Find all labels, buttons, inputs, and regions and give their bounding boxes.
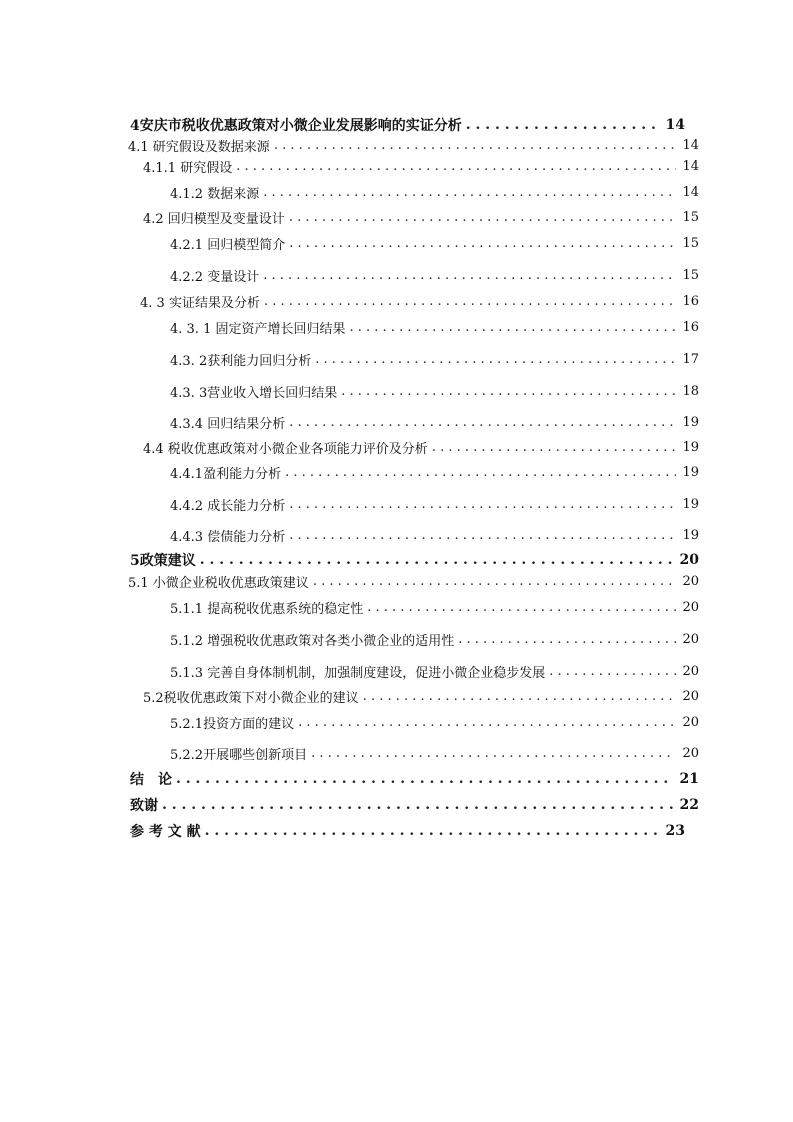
toc-entry-4-2-2[interactable]	[170, 264, 699, 286]
dot-leader	[263, 185, 676, 200]
toc-entry-page: 20	[682, 745, 699, 761]
toc-entry-page: 15	[682, 267, 699, 283]
dot-leader	[341, 384, 676, 399]
toc-entry-4-2-1[interactable]	[170, 232, 699, 254]
toc-entry-5-2[interactable]	[143, 685, 699, 707]
dot-leader	[263, 268, 676, 283]
toc-entry-page: 20	[682, 688, 699, 704]
dot-leader	[176, 771, 674, 787]
toc-entry-page: 15	[682, 235, 699, 251]
toc-entry-title: 致谢	[130, 798, 158, 814]
toc-entry-title: 4.3. 3营业收入增长回归结果	[170, 385, 338, 401]
dot-leader	[205, 823, 660, 839]
toc-entry-title: 4. 3 实证结果及分析	[140, 295, 260, 311]
toc-entry-page: 22	[679, 797, 699, 813]
toc-entry-title: 5.2.2开展哪些创新项目	[170, 747, 308, 763]
toc-entry-title: 4.1.2 数据来源	[170, 186, 260, 202]
dot-leader	[162, 797, 674, 813]
toc-entry-4-2[interactable]	[143, 206, 699, 228]
toc-entry-page: 14	[682, 158, 699, 174]
dot-leader	[313, 574, 677, 589]
toc-entry-title: 4.3. 2获利能力回归分析	[170, 353, 312, 369]
toc-entry-chapter-4[interactable]	[130, 114, 685, 136]
dot-leader	[274, 138, 677, 153]
dot-leader	[298, 715, 676, 730]
toc-entry-5-1-2[interactable]	[170, 628, 699, 650]
toc-entry-page: 20	[682, 631, 699, 647]
toc-entry-5-2-2[interactable]	[170, 742, 699, 764]
toc-entry-title: 参 考 文 献	[130, 824, 201, 840]
toc-entry-title: 5.1.2 增强税收优惠政策对各类小微企业的适用性	[170, 633, 455, 649]
dot-leader	[289, 236, 676, 251]
dot-leader	[200, 552, 674, 568]
dot-leader	[285, 465, 676, 480]
toc-entry-chapter-5[interactable]	[130, 549, 699, 571]
dot-leader	[458, 632, 676, 647]
toc-entry-title: 5.1.1 提高税收优惠系统的稳定性	[170, 601, 364, 617]
toc-entry-4-4-2[interactable]	[170, 493, 699, 515]
toc-entry-page: 21	[679, 771, 699, 787]
toc-entry-page: 19	[682, 496, 699, 512]
dot-leader	[363, 689, 677, 704]
toc-entry-page: 20	[682, 599, 699, 615]
toc-entry-5-2-1[interactable]	[170, 711, 699, 733]
dot-leader	[311, 746, 676, 761]
toc-entry-4-4-3[interactable]	[170, 524, 699, 546]
toc-entry-title: 4.2.1 回归模型简介	[170, 237, 286, 253]
toc-entry-4-1-1[interactable]	[143, 155, 699, 177]
toc-entry-4-1[interactable]	[128, 134, 699, 156]
toc-entry-4-3[interactable]	[140, 290, 699, 312]
toc-entry-page: 17	[682, 351, 699, 367]
toc-entry-page: 20	[682, 714, 699, 730]
toc-entry-page: 16	[682, 319, 699, 335]
toc-entry-title: 4.4.1盈利能力分析	[170, 466, 282, 482]
toc-entry-page: 14	[665, 117, 685, 133]
toc-entry-title: 4.3.4 回归结果分析	[170, 416, 286, 432]
toc-entry-5-1[interactable]	[128, 570, 699, 592]
toc-entry-page: 20	[682, 663, 699, 679]
toc-entry-title: 4安庆市税收优惠政策对小微企业发展影响的实证分析	[130, 118, 462, 134]
toc-entry-title: 4.2.2 变量设计	[170, 269, 260, 285]
toc-entry-title: 5.1 小微企业税收优惠政策建议	[128, 575, 309, 591]
toc-entry-title: 5政策建议	[130, 553, 196, 569]
toc-entry-title: 4.1 研究假设及数据来源	[128, 139, 270, 155]
toc-entry-title: 4.4 税收优惠政策对小微企业各项能力评价及分析	[143, 441, 428, 457]
toc-entry-acknowledgements[interactable]	[130, 794, 699, 816]
toc-entry-page: 15	[682, 209, 699, 225]
dot-leader	[315, 352, 676, 367]
toc-entry-title: 5.2税收优惠政策下对小微企业的建议	[143, 690, 359, 706]
toc-entry-title: 4.4.2 成长能力分析	[170, 498, 286, 514]
dot-leader	[349, 320, 676, 335]
toc-entry-page: 23	[665, 823, 685, 839]
toc-entry-4-3-1[interactable]	[170, 316, 699, 338]
toc-entry-title: 4. 3. 1 固定资产增长回归结果	[170, 321, 346, 337]
toc-entry-page: 19	[682, 439, 699, 455]
dot-leader	[432, 440, 677, 455]
toc-entry-title: 5.2.1投资方面的建议	[170, 716, 295, 732]
toc-entry-page: 20	[682, 573, 699, 589]
dot-leader	[466, 117, 660, 133]
toc-entry-4-3-4[interactable]	[170, 411, 699, 433]
toc-entry-4-3-3[interactable]	[170, 380, 699, 402]
toc-entry-4-4-1[interactable]	[170, 461, 699, 483]
dot-leader	[289, 497, 676, 512]
toc-entry-title: 结 论	[130, 772, 172, 788]
toc-entry-page: 20	[679, 552, 699, 568]
toc-entry-page: 14	[682, 184, 699, 200]
toc-entry-conclusion[interactable]	[130, 768, 699, 790]
toc-entry-page: 19	[682, 527, 699, 543]
toc-entry-title: 4.1.1 研究假设	[143, 160, 233, 176]
toc-entry-title: 4.2 回归模型及变量设计	[143, 211, 285, 227]
dot-leader	[289, 210, 677, 225]
toc-entry-4-4[interactable]	[143, 436, 699, 458]
toc-entry-page: 18	[682, 383, 699, 399]
dot-leader	[367, 600, 676, 615]
toc-entry-5-1-3[interactable]	[170, 660, 699, 682]
toc-entry-page: 19	[682, 464, 699, 480]
toc-entry-page: 14	[682, 137, 699, 153]
toc-entry-references[interactable]	[130, 820, 685, 842]
toc-entry-page: 16	[682, 293, 699, 309]
dot-leader	[264, 294, 677, 309]
toc-entry-4-3-2[interactable]	[170, 348, 699, 370]
dot-leader	[236, 159, 676, 174]
dot-leader	[289, 528, 676, 543]
toc-entry-5-1-1[interactable]	[170, 596, 699, 618]
toc-entry-title: 5.1.3 完善自身体制机制，加强制度建设，促进小微企业稳步发展	[170, 665, 546, 681]
toc-entry-title: 4.4.3 偿债能力分析	[170, 529, 286, 545]
toc-entry-page: 19	[682, 414, 699, 430]
toc-entry-4-1-2[interactable]	[170, 181, 699, 203]
dot-leader	[289, 415, 676, 430]
dot-leader	[549, 664, 676, 679]
